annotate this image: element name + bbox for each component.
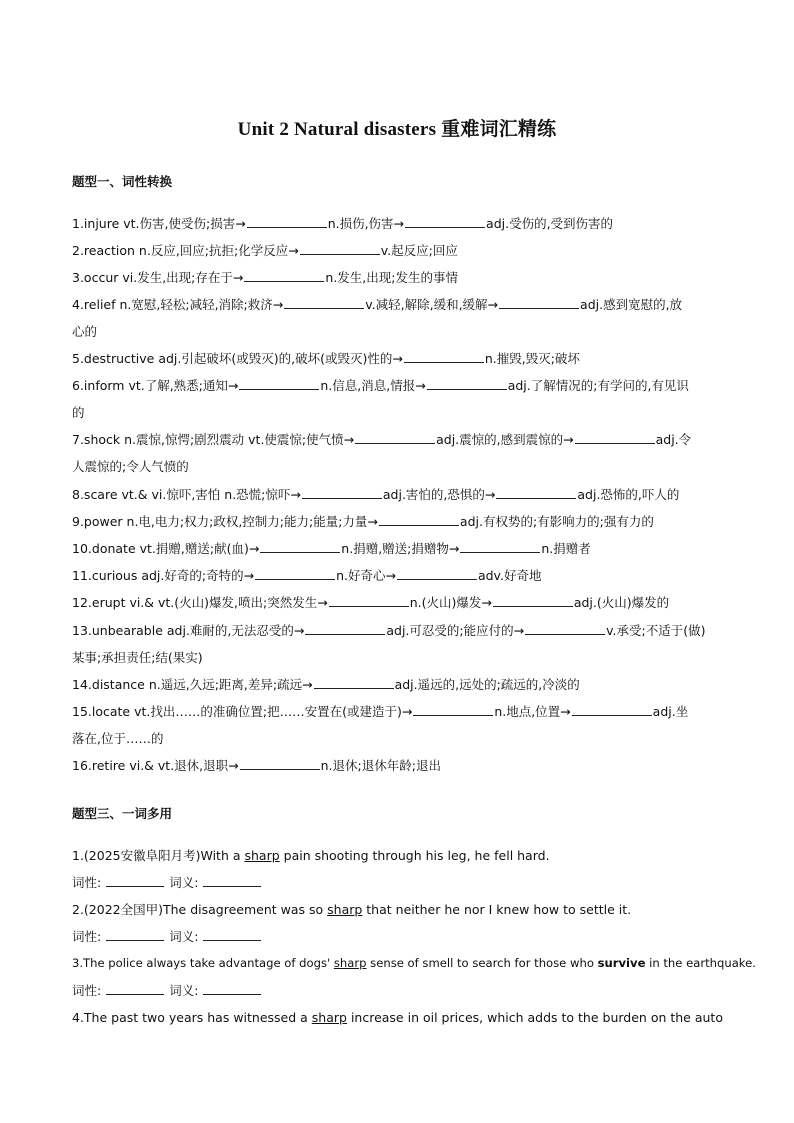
- meaning-blank[interactable]: [203, 982, 261, 995]
- answer-blank[interactable]: [355, 431, 435, 444]
- list-item-continuation: 心的: [72, 324, 98, 339]
- answer-blank[interactable]: [302, 486, 382, 499]
- answer-blank[interactable]: [239, 377, 319, 390]
- answer-blank[interactable]: [427, 377, 507, 390]
- list-item: 7.shock n.震惊,惊愕;剧烈震动 vt.使震惊;使气愤→ adj.震惊的,感到震惊的→ adj.令: [72, 432, 692, 447]
- list-item: 6.inform vt.了解,熟悉;通知→ n.信息,消息,情报→ adj.了解情况的;有学问的,有见识: [72, 378, 689, 393]
- list-item: 5.destructive adj.引起破坏(或毁灭)的,破坏(或毁灭)性的→ n.摧毁,毁灭;破坏: [72, 351, 580, 366]
- answer-blank[interactable]: [397, 567, 477, 580]
- answer-blank[interactable]: [572, 703, 652, 716]
- answer-blank[interactable]: [405, 215, 485, 228]
- list-item-continuation: 某事;承担责任;结(果实): [72, 650, 203, 665]
- list-item: 1.injure vt.伤害,使受伤;损害→ n.损伤,伤害→ adj.受伤的,受到伤害的: [72, 216, 614, 231]
- list-item: 8.scare vt.& vi.惊吓,害怕 n.恐慌;惊吓→ adj.害怕的,恐惧的→ adj.恐怖的,吓人的: [72, 487, 680, 502]
- question-sentence: 3.The police always take advantage of dogs' sharp sense of smell to search for those who survive in the earthquake.: [72, 956, 756, 970]
- answer-blank[interactable]: [314, 676, 394, 689]
- part-of-speech-blank[interactable]: [106, 928, 164, 941]
- part-of-speech-blank[interactable]: [106, 982, 164, 995]
- list-item: 16.retire vi.& vt.退休,退职→ n.退休;退休年龄;退出: [72, 758, 441, 773]
- list-item: 15.locate vt.找出……的准确位置;把……安置在(或建造于)→ n.地点,位置→ adj.坐: [72, 704, 689, 719]
- answer-blank[interactable]: [255, 567, 335, 580]
- list-item: 4.relief n.宽慰,轻松;减轻,消除;救济→ v.减轻,解除,缓和,缓解→ adj.感到宽慰的,放: [72, 297, 683, 312]
- answer-blank[interactable]: [499, 296, 579, 309]
- question-sentence: 4.The past two years has witnessed a sharp increase in oil prices, which adds to the burden on the auto: [72, 1010, 723, 1025]
- answer-blank[interactable]: [460, 540, 540, 553]
- answer-row: 词性: 词义:: [72, 869, 722, 896]
- answer-row: 词性: 词义:: [72, 923, 722, 950]
- answer-blank[interactable]: [244, 269, 324, 282]
- meaning-blank[interactable]: [203, 874, 261, 887]
- list-item: 13.unbearable adj.难耐的,无法忍受的→ adj.可忍受的;能应付的→ v.承受;不适于(做): [72, 623, 706, 638]
- bold-word: survive: [597, 956, 646, 970]
- question-sentence: 2.(2022全国甲)The disagreement was so sharp that neither he nor I knew how to settle it.: [72, 902, 632, 917]
- list-item: 9.power n.电,电力;权力;政权,控制力;能力;能量;力量→ adj.有权势的;有影响力的;强有力的: [72, 514, 654, 529]
- answer-blank[interactable]: [305, 622, 385, 635]
- target-word: sharp: [311, 1010, 347, 1025]
- answer-blank[interactable]: [260, 540, 340, 553]
- answer-row: 词性: 词义:: [72, 977, 722, 1004]
- answer-blank[interactable]: [496, 486, 576, 499]
- list-item-continuation: 落在,位于……的: [72, 731, 164, 746]
- list-item: 11.curious adj.好奇的;奇特的→ n.好奇心→ adv.好奇地: [72, 568, 542, 583]
- page-title: Unit 2 Natural disasters 重难词汇精练: [237, 119, 557, 140]
- list-item: 10.donate vt.捐赠,赠送;献(血)→ n.捐赠,赠送;捐赠物→ n.捐赠者: [72, 541, 591, 556]
- answer-blank[interactable]: [404, 350, 484, 363]
- answer-blank[interactable]: [247, 215, 327, 228]
- answer-blank[interactable]: [284, 296, 364, 309]
- answer-blank[interactable]: [300, 242, 380, 255]
- list-item-continuation: 人震惊的;令人气愤的: [72, 459, 189, 474]
- answer-blank[interactable]: [493, 594, 573, 607]
- answer-blank[interactable]: [525, 622, 605, 635]
- answer-blank[interactable]: [413, 703, 493, 716]
- answer-blank[interactable]: [329, 594, 409, 607]
- list-item: 2.reaction n.反应,回应;抗拒;化学反应→ v.起反应;回应: [72, 243, 458, 258]
- target-word: sharp: [244, 848, 280, 863]
- meaning-blank[interactable]: [203, 928, 261, 941]
- section-heading-polysemy: 题型三、一词多用: [72, 806, 173, 821]
- answer-blank[interactable]: [240, 757, 320, 770]
- part-of-speech-blank[interactable]: [106, 874, 164, 887]
- list-item: 14.distance n.遥远,久远;距离,差异;疏远→ adj.遥远的,远处的;疏远的,冷淡的: [72, 677, 580, 692]
- list-item: 3.occur vi.发生,出现;存在于→ n.发生,出现;发生的事情: [72, 270, 458, 285]
- list-item: 12.erupt vi.& vt.(火山)爆发,喷出;突然发生→ n.(火山)爆发→ adj.(火山)爆发的: [72, 595, 670, 610]
- section-heading-word-forms: 题型一、词性转换: [72, 174, 173, 189]
- target-word: sharp: [327, 902, 363, 917]
- target-word: sharp: [333, 956, 367, 970]
- answer-blank[interactable]: [379, 513, 459, 526]
- question-sentence: 1.(2025安徽阜阳月考)With a sharp pain shooting through his leg, he fell hard.: [72, 848, 550, 863]
- list-item-continuation: 的: [72, 405, 85, 420]
- answer-blank[interactable]: [575, 431, 655, 444]
